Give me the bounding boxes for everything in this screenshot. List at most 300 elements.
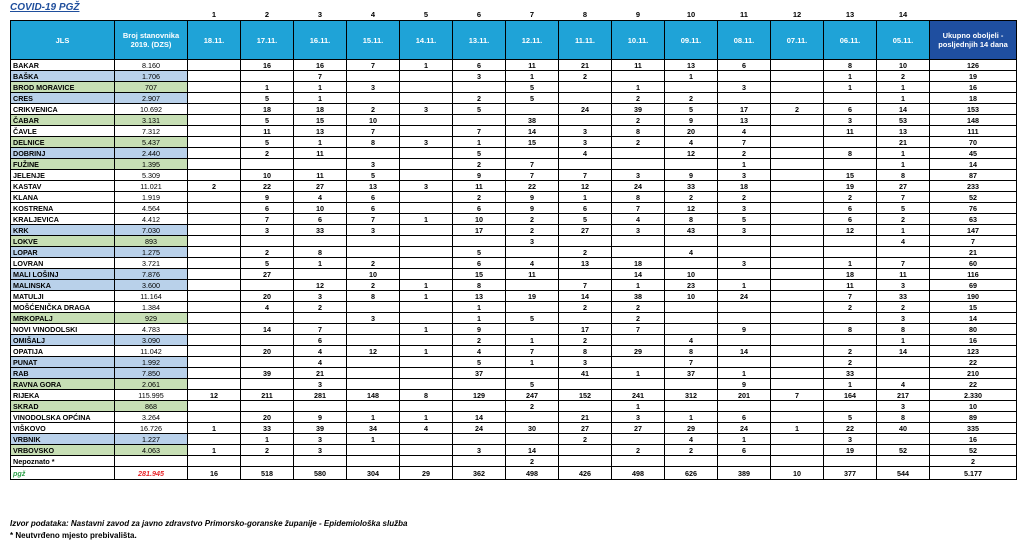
case-count: 9 <box>294 412 347 423</box>
case-count: 7 <box>294 324 347 335</box>
case-count: 8 <box>877 412 930 423</box>
case-count: 1 <box>400 324 453 335</box>
case-count: 4 <box>400 423 453 434</box>
case-count <box>824 236 877 247</box>
case-count: 18 <box>718 181 771 192</box>
case-count <box>400 115 453 126</box>
case-count <box>453 434 506 445</box>
table-row <box>11 192 1017 203</box>
case-count: 20 <box>241 291 294 302</box>
case-count <box>347 368 400 379</box>
summary-label: pgž <box>11 467 115 480</box>
case-count: 3 <box>400 137 453 148</box>
case-count: 1 <box>877 82 930 93</box>
case-count: 4 <box>559 148 612 159</box>
case-count <box>188 60 241 71</box>
case-count: 2 <box>612 445 665 456</box>
table-row <box>11 401 1017 412</box>
case-count <box>188 115 241 126</box>
municipality-name: BAŠKA <box>11 71 115 82</box>
case-count: 1 <box>612 368 665 379</box>
municipality-name: KRALJEVICA <box>11 214 115 225</box>
case-count <box>612 357 665 368</box>
case-count <box>241 280 294 291</box>
case-count <box>347 302 400 313</box>
case-count: 5 <box>506 379 559 390</box>
case-count: 8 <box>824 148 877 159</box>
case-count <box>612 379 665 390</box>
case-count: 5 <box>241 115 294 126</box>
case-count: 33 <box>241 423 294 434</box>
case-count: 4 <box>877 379 930 390</box>
case-count <box>400 148 453 159</box>
case-count <box>347 93 400 104</box>
case-count: 11 <box>506 269 559 280</box>
case-count <box>188 346 241 357</box>
case-count <box>824 456 877 467</box>
case-count <box>188 236 241 247</box>
case-count <box>188 313 241 324</box>
case-count: 14 <box>612 269 665 280</box>
case-count <box>506 247 559 258</box>
table-row <box>11 379 1017 390</box>
case-count: 3 <box>347 159 400 170</box>
case-count <box>771 115 824 126</box>
case-count <box>188 137 241 148</box>
case-count: 1 <box>718 159 771 170</box>
total-cell: 190 <box>930 291 1017 302</box>
case-count <box>241 313 294 324</box>
case-count: 2 <box>559 247 612 258</box>
summary-count: 498 <box>612 467 665 480</box>
case-count: 2 <box>824 302 877 313</box>
case-count: 17 <box>453 225 506 236</box>
case-count: 19 <box>824 181 877 192</box>
municipality-name: CRIKVENICA <box>11 104 115 115</box>
case-count <box>559 313 612 324</box>
case-count: 12 <box>665 203 718 214</box>
case-count: 33 <box>665 181 718 192</box>
case-count <box>188 456 241 467</box>
case-count <box>188 126 241 137</box>
summary-count: 10 <box>771 467 824 480</box>
case-count: 18 <box>824 269 877 280</box>
case-count <box>877 456 930 467</box>
case-count: 18 <box>241 104 294 115</box>
table-row <box>11 170 1017 181</box>
case-count: 6 <box>824 203 877 214</box>
case-count: 4 <box>665 137 718 148</box>
case-count: 11 <box>241 126 294 137</box>
case-count <box>400 126 453 137</box>
table-row <box>11 434 1017 445</box>
case-count <box>294 159 347 170</box>
case-count <box>771 368 824 379</box>
population-cell: 3.131 <box>115 115 188 126</box>
case-count: 1 <box>241 82 294 93</box>
case-count <box>771 247 824 258</box>
case-count: 1 <box>718 368 771 379</box>
summary-count: 426 <box>559 467 612 480</box>
case-count: 1 <box>718 434 771 445</box>
case-count: 38 <box>506 115 559 126</box>
case-count <box>188 412 241 423</box>
municipality-name: OPATIJA <box>11 346 115 357</box>
municipality-name: KRK <box>11 225 115 236</box>
total-cell: 69 <box>930 280 1017 291</box>
case-count: 14 <box>877 346 930 357</box>
case-count: 2 <box>824 357 877 368</box>
table-row <box>11 324 1017 335</box>
case-count: 29 <box>665 423 718 434</box>
case-count <box>241 357 294 368</box>
case-count <box>347 324 400 335</box>
population-cell: 868 <box>115 401 188 412</box>
case-count: 2 <box>453 192 506 203</box>
population-cell: 707 <box>115 82 188 93</box>
municipality-name: SKRAD <box>11 401 115 412</box>
case-count <box>771 60 824 71</box>
case-count: 10 <box>665 269 718 280</box>
case-count: 2 <box>559 434 612 445</box>
case-count: 6 <box>347 203 400 214</box>
case-count: 14 <box>559 291 612 302</box>
case-count <box>347 148 400 159</box>
total-cell: 52 <box>930 192 1017 203</box>
summary-row <box>11 467 1017 480</box>
case-count: 17 <box>559 324 612 335</box>
summary-count: 389 <box>718 467 771 480</box>
case-count <box>453 456 506 467</box>
case-count: 6 <box>453 258 506 269</box>
case-count: 15 <box>824 170 877 181</box>
case-count: 7 <box>877 258 930 269</box>
case-count: 1 <box>877 225 930 236</box>
case-count: 1 <box>824 71 877 82</box>
population-cell: 3.600 <box>115 280 188 291</box>
case-count: 10 <box>453 214 506 225</box>
total-cell: 2 <box>930 456 1017 467</box>
case-count <box>771 214 824 225</box>
population-cell: 4.063 <box>115 445 188 456</box>
population-cell: 1.919 <box>115 192 188 203</box>
municipality-name: VRBOVSKO <box>11 445 115 456</box>
case-count: 39 <box>612 104 665 115</box>
case-count <box>559 456 612 467</box>
case-count <box>559 82 612 93</box>
case-count <box>559 115 612 126</box>
table-row <box>11 313 1017 324</box>
municipality-name: DELNICE <box>11 137 115 148</box>
case-count <box>612 71 665 82</box>
population-cell: 16.726 <box>115 423 188 434</box>
case-count: 8 <box>612 192 665 203</box>
case-count: 6 <box>294 214 347 225</box>
case-count: 1 <box>294 258 347 269</box>
population-cell: 11.164 <box>115 291 188 302</box>
case-count <box>506 412 559 423</box>
municipality-name: ČAVLE <box>11 126 115 137</box>
case-count <box>559 401 612 412</box>
population-cell: 1.384 <box>115 302 188 313</box>
case-count <box>506 280 559 291</box>
case-count: 3 <box>718 225 771 236</box>
case-count: 40 <box>877 423 930 434</box>
case-count: 1 <box>824 379 877 390</box>
case-count: 13 <box>559 258 612 269</box>
case-count: 2 <box>241 148 294 159</box>
case-count: 9 <box>453 324 506 335</box>
municipality-name: LOVRAN <box>11 258 115 269</box>
case-count: 1 <box>665 71 718 82</box>
case-count: 16 <box>294 60 347 71</box>
case-count: 8 <box>824 324 877 335</box>
case-count: 1 <box>400 291 453 302</box>
header-date: 15.11. <box>347 21 400 60</box>
case-count <box>188 302 241 313</box>
municipality-name: LOKVE <box>11 236 115 247</box>
case-count: 3 <box>400 181 453 192</box>
case-count: 2 <box>718 148 771 159</box>
case-count <box>824 93 877 104</box>
total-cell: 210 <box>930 368 1017 379</box>
case-count: 6 <box>347 192 400 203</box>
table-row <box>11 236 1017 247</box>
municipality-name: MATULJI <box>11 291 115 302</box>
table-row <box>11 412 1017 423</box>
case-count <box>771 148 824 159</box>
case-count: 12 <box>347 346 400 357</box>
case-count: 24 <box>559 104 612 115</box>
case-count: 6 <box>241 203 294 214</box>
case-count: 201 <box>718 390 771 401</box>
case-count: 5 <box>453 247 506 258</box>
header-date: 13.11. <box>453 21 506 60</box>
case-count: 33 <box>824 368 877 379</box>
case-count: 1 <box>612 82 665 93</box>
total-cell: 153 <box>930 104 1017 115</box>
case-count <box>771 82 824 93</box>
case-count <box>188 71 241 82</box>
case-count <box>877 434 930 445</box>
case-count: 10 <box>877 60 930 71</box>
case-count: 3 <box>453 71 506 82</box>
case-count <box>771 126 824 137</box>
case-count: 8 <box>400 390 453 401</box>
case-count <box>188 357 241 368</box>
case-count: 11 <box>294 170 347 181</box>
day-number: 6 <box>476 9 482 19</box>
case-count: 281 <box>294 390 347 401</box>
case-count <box>771 181 824 192</box>
case-count: 14 <box>877 104 930 115</box>
case-count: 5 <box>824 412 877 423</box>
population-cell: 3.721 <box>115 258 188 269</box>
population-cell: 1.275 <box>115 247 188 258</box>
case-count: 19 <box>824 445 877 456</box>
case-count <box>559 236 612 247</box>
case-count <box>294 269 347 280</box>
case-count: 4 <box>665 335 718 346</box>
case-count <box>771 412 824 423</box>
footnote: * Neutvrđeno mjesto prebivališta. <box>10 531 137 540</box>
case-count: 16 <box>241 60 294 71</box>
header-population: Broj stanovnika 2019. (DZS) <box>115 21 188 60</box>
case-count: 2 <box>453 159 506 170</box>
case-count: 24 <box>612 181 665 192</box>
case-count <box>400 258 453 269</box>
case-count: 18 <box>294 104 347 115</box>
case-count: 11 <box>877 269 930 280</box>
case-count <box>824 401 877 412</box>
case-count: 152 <box>559 390 612 401</box>
case-count <box>347 247 400 258</box>
population-cell: 7.312 <box>115 126 188 137</box>
population-cell: 11.021 <box>115 181 188 192</box>
case-count: 11 <box>453 181 506 192</box>
case-count: 12 <box>824 225 877 236</box>
case-count <box>188 280 241 291</box>
case-count: 10 <box>347 269 400 280</box>
case-count: 7 <box>665 357 718 368</box>
case-count <box>612 434 665 445</box>
case-count: 13 <box>453 291 506 302</box>
case-count: 3 <box>559 357 612 368</box>
case-count <box>612 247 665 258</box>
case-count: 9 <box>506 192 559 203</box>
case-count: 3 <box>877 401 930 412</box>
total-cell: 70 <box>930 137 1017 148</box>
case-count: 3 <box>453 445 506 456</box>
case-count: 23 <box>665 280 718 291</box>
case-count <box>400 159 453 170</box>
total-cell: 76 <box>930 203 1017 214</box>
case-count <box>453 401 506 412</box>
case-count: 2 <box>877 71 930 82</box>
population-cell: 10.692 <box>115 104 188 115</box>
case-count: 3 <box>294 379 347 390</box>
case-count <box>347 335 400 346</box>
case-count: 7 <box>241 214 294 225</box>
case-count: 6 <box>453 60 506 71</box>
summary-count: 544 <box>877 467 930 480</box>
case-count: 7 <box>559 280 612 291</box>
case-count: 9 <box>453 170 506 181</box>
population-cell: 8.160 <box>115 60 188 71</box>
case-count: 7 <box>506 346 559 357</box>
case-count: 2 <box>665 445 718 456</box>
case-count <box>771 335 824 346</box>
municipality-name: KOSTRENA <box>11 203 115 214</box>
case-count: 34 <box>347 423 400 434</box>
case-count <box>718 313 771 324</box>
summary-count: 16 <box>188 467 241 480</box>
table-row <box>11 159 1017 170</box>
case-count <box>824 313 877 324</box>
case-count <box>771 401 824 412</box>
page-title: COVID-19 PGŽ <box>10 2 80 13</box>
case-count <box>400 445 453 456</box>
case-count: 52 <box>877 445 930 456</box>
case-count <box>400 93 453 104</box>
population-cell: 115.995 <box>115 390 188 401</box>
table-row <box>11 60 1017 71</box>
case-count: 6 <box>824 214 877 225</box>
case-count: 21 <box>559 60 612 71</box>
case-count <box>718 335 771 346</box>
case-count: 1 <box>665 412 718 423</box>
case-count: 2 <box>612 93 665 104</box>
case-count: 2 <box>506 456 559 467</box>
case-count: 4 <box>506 258 559 269</box>
municipality-name: MALI LOŠINJ <box>11 269 115 280</box>
case-count: 2 <box>824 192 877 203</box>
day-number: 11 <box>740 9 748 19</box>
case-count: 2 <box>453 335 506 346</box>
case-count: 5 <box>506 313 559 324</box>
case-count <box>241 335 294 346</box>
case-count: 2 <box>506 225 559 236</box>
population-cell: 4.412 <box>115 214 188 225</box>
table-row <box>11 115 1017 126</box>
case-count <box>188 225 241 236</box>
case-count: 7 <box>506 170 559 181</box>
day-number: 3 <box>317 9 323 19</box>
case-count <box>771 346 824 357</box>
case-count <box>453 115 506 126</box>
municipality-name: NOVI VINODOLSKI <box>11 324 115 335</box>
case-count: 12 <box>294 280 347 291</box>
case-count: 13 <box>294 126 347 137</box>
total-cell: 7 <box>930 236 1017 247</box>
case-count: 8 <box>665 346 718 357</box>
case-count <box>506 148 559 159</box>
population-cell: 929 <box>115 313 188 324</box>
total-cell: 10 <box>930 401 1017 412</box>
case-count: 3 <box>347 225 400 236</box>
case-count: 5 <box>665 104 718 115</box>
case-count <box>400 192 453 203</box>
population-cell: 2.061 <box>115 379 188 390</box>
case-count <box>188 82 241 93</box>
case-count <box>771 203 824 214</box>
case-count: 4 <box>877 236 930 247</box>
case-count: 5 <box>718 214 771 225</box>
municipality-name: LOPAR <box>11 247 115 258</box>
case-count: 5 <box>453 104 506 115</box>
day-number: 10 <box>686 9 696 19</box>
case-count <box>665 324 718 335</box>
covid-table <box>10 8 1017 480</box>
case-count: 39 <box>241 368 294 379</box>
case-count <box>771 291 824 302</box>
case-count: 211 <box>241 390 294 401</box>
municipality-name: BROD MORAVICE <box>11 82 115 93</box>
case-count <box>771 93 824 104</box>
table-row <box>11 335 1017 346</box>
case-count: 2 <box>718 192 771 203</box>
population-cell: 7.030 <box>115 225 188 236</box>
case-count: 11 <box>294 148 347 159</box>
case-count: 3 <box>294 291 347 302</box>
case-count: 22 <box>241 181 294 192</box>
case-count <box>612 148 665 159</box>
case-count: 43 <box>665 225 718 236</box>
case-count: 247 <box>506 390 559 401</box>
case-count: 3 <box>612 225 665 236</box>
population-cell: 3.264 <box>115 412 188 423</box>
header-date: 09.11. <box>665 21 718 60</box>
